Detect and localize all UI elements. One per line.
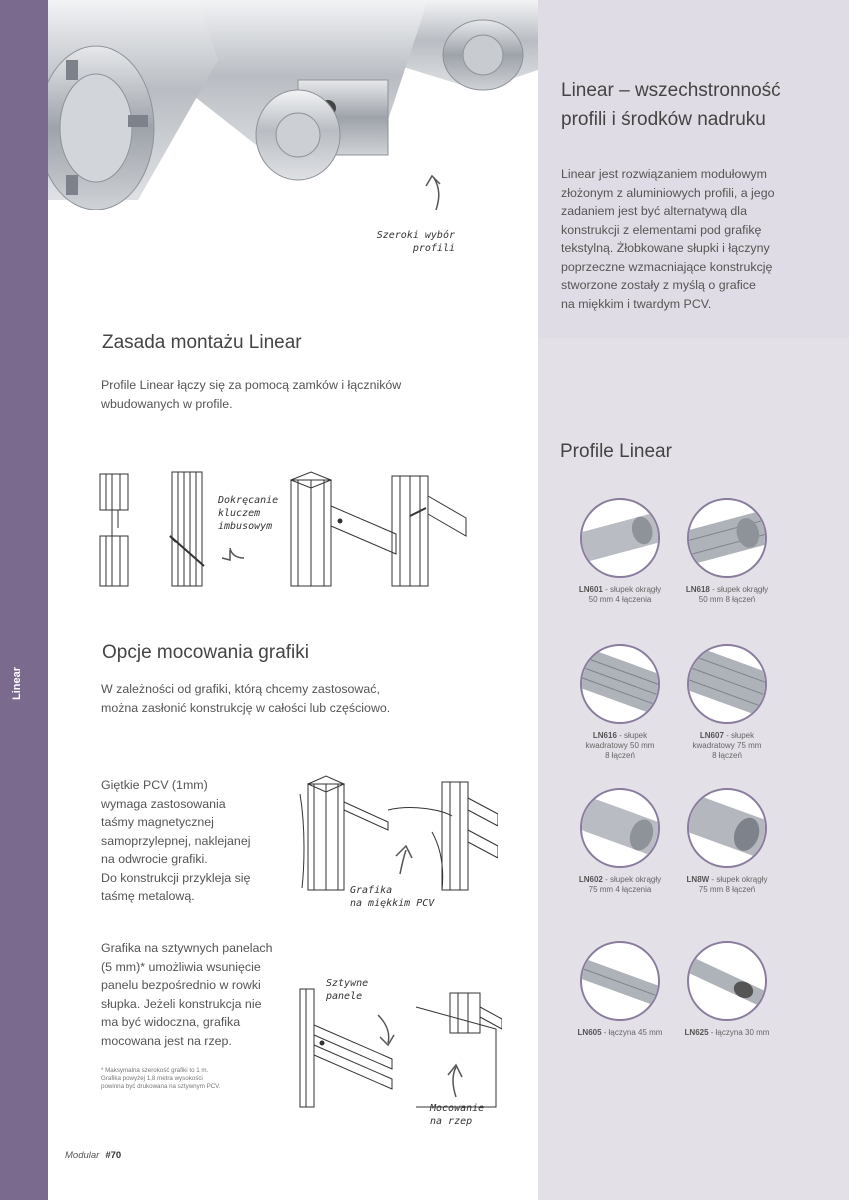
- rigid-panel-line: Grafika na sztywnych panelach: [101, 941, 273, 955]
- profile-caption: [673, 1028, 781, 1038]
- soft-pvc-line: taśmę metalową.: [101, 889, 195, 903]
- assembly-annotation-line: imbusowym: [218, 521, 273, 532]
- rigid-panel-annotation-line: panele: [326, 991, 363, 1002]
- profile-code: LN618: [685, 585, 710, 594]
- hero-annotation-line: profili: [412, 243, 455, 254]
- page-title-line: profili i środków nadruku: [561, 109, 766, 130]
- profile-code: LN605: [577, 1028, 602, 1037]
- profile-code: LN602: [578, 875, 603, 884]
- rigid-panel-line: mocowana jest na rzep.: [101, 1033, 232, 1048]
- soft-pvc-line: wymaga zastosowania: [101, 796, 226, 811]
- sidebar-strip: [0, 0, 48, 1200]
- page-title-line: Linear – wszechstronność: [561, 80, 781, 101]
- footer-brand: Modular: [65, 1150, 100, 1161]
- profile-desc: 50 mm 4 łączenia: [588, 595, 652, 604]
- intro-line: konstrukcji z elementami pod grafikę: [561, 222, 762, 237]
- profile-card: [673, 498, 781, 605]
- rigid-panel-annotation-line: Sztywne: [326, 978, 369, 989]
- intro-line: stworzone zostały z myślą o grafice: [561, 278, 756, 292]
- rigid-panel-line: panelu bezpośrednio w rowki: [101, 978, 261, 992]
- mounting-line: można zasłonić konstrukcję w całości lub częściowo.: [101, 700, 391, 715]
- soft-pvc-annotation: [350, 884, 450, 910]
- profile-photo: [687, 788, 767, 868]
- profile-desc: - słupek okrągły: [709, 875, 768, 884]
- profile-desc: - łączyna 45 mm: [601, 1028, 663, 1037]
- intro-line: poprzeczne wzmacniające konstrukcję: [561, 259, 773, 274]
- profile-desc: kwadratowy 75 mm: [692, 741, 762, 750]
- profile-card: [673, 644, 781, 761]
- rigid-panel-line: (5 mm)* umożliwia wsunięcie: [101, 959, 261, 974]
- profile-desc: kwadratowy 50 mm: [585, 741, 655, 750]
- profile-code: LN601: [578, 585, 603, 594]
- footnote-line: Grafika powyżej 1,8 metra wysokości: [101, 1075, 203, 1082]
- footnote-line: powinna być drukowana na sztywnym PCV.: [101, 1083, 221, 1090]
- intro-line: zadaniem jest być alternatywą dla: [561, 204, 747, 218]
- soft-pvc-line: Giętkie PCV (1mm): [101, 778, 208, 792]
- mounting-title: Opcje mocowania grafiki: [102, 642, 309, 663]
- velcro-annotation-line: na rzep: [430, 1116, 473, 1127]
- profile-desc: 50 mm 8 łączeń: [698, 595, 756, 604]
- intro-line: tekstylną. Żłobkowane słupki i łączyny: [561, 241, 770, 255]
- profile-desc: 8 łączeń: [605, 751, 635, 760]
- footnote-line: * Maksymalna szerokość grafiki to 1 m.: [101, 1067, 209, 1074]
- rigid-panel-diagram: [296, 985, 502, 1109]
- profile-photo: [580, 788, 660, 868]
- soft-pvc-diagram: [292, 770, 498, 896]
- profile-caption: [566, 731, 674, 761]
- profile-caption: [673, 731, 781, 761]
- profile-desc: - słupek okrągły: [602, 875, 662, 884]
- page-title: [561, 76, 831, 134]
- profile-desc: - słupek: [616, 731, 648, 740]
- soft-pvc-line: samoprzylepnej, naklejanej: [101, 833, 251, 848]
- profile-photo: [687, 498, 767, 578]
- soft-pvc-line: taśmy magnetycznej: [101, 815, 214, 829]
- profile-caption: [566, 875, 674, 895]
- page-number: #70: [105, 1150, 122, 1161]
- hero-profiles-image: [48, 0, 538, 210]
- profile-photo: [580, 644, 660, 724]
- profile-code: LN8W: [686, 875, 710, 884]
- soft-pvc-annotation-line: na miękkim PCV: [350, 898, 435, 909]
- profile-card: [566, 498, 674, 605]
- profile-card: [566, 644, 674, 761]
- intro-line: Linear jest rozwiązaniem modułowym: [561, 167, 767, 181]
- soft-pvc-text: [101, 776, 281, 906]
- profile-caption: [566, 1028, 674, 1038]
- footnote: [101, 1067, 271, 1091]
- profile-photo: [580, 498, 660, 578]
- profile-code: LN616: [592, 731, 617, 740]
- profile-photo: [580, 941, 660, 1021]
- rigid-panel-line: ma być widoczna, grafika: [101, 1015, 241, 1029]
- profile-photo: [687, 644, 767, 724]
- profile-card: [566, 788, 674, 895]
- mounting-line: W zależności od grafiki, którą chcemy zastosować,: [101, 682, 380, 696]
- hero-annotation: [375, 229, 455, 255]
- profile-card: [566, 941, 674, 1038]
- hero-annotation-line: Szeroki wybór: [376, 230, 455, 241]
- profile-desc: - łączyna 30 mm: [708, 1028, 770, 1037]
- soft-pvc-line: Do konstrukcji przykleja się: [101, 870, 251, 885]
- profile-caption: [673, 585, 781, 605]
- profile-caption: [673, 875, 781, 895]
- intro-text: [561, 165, 811, 313]
- assembly-text: [101, 376, 521, 413]
- profile-photo: [687, 941, 767, 1021]
- soft-pvc-annotation-line: Grafika: [350, 885, 393, 896]
- soft-pvc-line: na odwrocie grafiki.: [101, 852, 208, 866]
- profile-desc: 75 mm 4 łączenia: [588, 885, 652, 894]
- rigid-panel-line: słupka. Jeżeli konstrukcja nie: [101, 996, 262, 1011]
- rigid-panel-text: [101, 939, 291, 1050]
- assembly-annotation-line: kluczem: [218, 508, 261, 519]
- assembly-line: Profile Linear łączy się za pomocą zamków i łączników: [101, 378, 402, 392]
- sidebar-label: Linear: [11, 666, 23, 700]
- mounting-text: [101, 680, 521, 717]
- profile-desc: 75 mm 8 łączeń: [698, 885, 756, 894]
- profile-caption: [566, 585, 674, 605]
- profile-desc: - słupek okrągły: [602, 585, 662, 594]
- profile-desc: - słupek okrągły: [709, 585, 769, 594]
- profile-desc: - słupek: [723, 731, 755, 740]
- profile-card: [673, 941, 781, 1038]
- assembly-title: Zasada montażu Linear: [102, 332, 302, 353]
- intro-line: złożonym z aluminiowych profili, a jego: [561, 185, 775, 200]
- profile-card: [673, 788, 781, 895]
- assembly-annotation: [218, 494, 298, 533]
- assembly-annotation-line: Dokręcanie: [218, 495, 279, 506]
- velcro-annotation-line: Mocowanie: [430, 1103, 485, 1114]
- velcro-annotation: [430, 1102, 510, 1128]
- profiles-title: Profile Linear: [560, 441, 672, 462]
- profile-code: LN625: [684, 1028, 709, 1037]
- page-footer: [65, 1150, 121, 1161]
- intro-line: na miękkim i twardym PCV.: [561, 296, 712, 311]
- rigid-panel-annotation: [326, 977, 386, 1003]
- profile-code: LN607: [699, 731, 724, 740]
- assembly-line: wbudowanych w profile.: [101, 396, 233, 411]
- profile-desc: 8 łączeń: [712, 751, 742, 760]
